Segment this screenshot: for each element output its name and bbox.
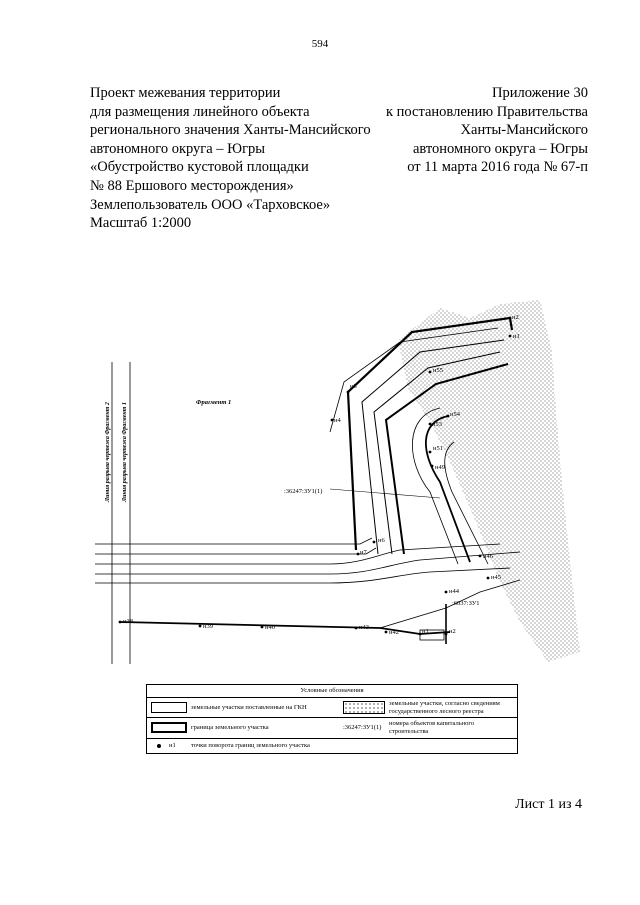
point-label: н7 bbox=[360, 549, 367, 556]
appendix-block bbox=[386, 84, 588, 177]
point-label: н53 bbox=[432, 421, 442, 428]
legend-row bbox=[147, 698, 517, 718]
appendix-line: автономного округа – Югры bbox=[412, 140, 588, 157]
forest-swatch bbox=[343, 701, 385, 714]
break-line-label-1: Линия разрыва чертежа Фрагмент 1 bbox=[122, 402, 128, 502]
point-label: н44 bbox=[449, 588, 459, 595]
road-line bbox=[95, 538, 372, 544]
point-label: н4 bbox=[334, 417, 341, 424]
page-number: 594 bbox=[311, 38, 329, 50]
parcel-label: :36247:ЗУ1(1) bbox=[284, 488, 323, 495]
break-line-label-2: Линия разрыва чертежа Фрагмент 2 bbox=[105, 402, 111, 502]
fragment-label: Фрагмент 1 bbox=[196, 399, 232, 406]
gkn-parcel-swatch bbox=[151, 702, 187, 713]
point-label: н2 bbox=[512, 314, 519, 321]
legend-parcel-code: :36247:ЗУ1(1) bbox=[343, 724, 382, 731]
parcel-boundary bbox=[120, 622, 450, 634]
parcel-label: :6037:ЗУ1 bbox=[452, 600, 480, 607]
road-line bbox=[95, 568, 510, 583]
appendix-line: Приложение 30 bbox=[492, 85, 588, 101]
legend-text: земельные участки, согласно сведениям государственного лесного реестра bbox=[389, 700, 500, 715]
point-label: н40 bbox=[265, 624, 275, 631]
land-user-line: Землепользователь ООО «Тарховское» bbox=[90, 196, 331, 213]
project-title-line: регионального значения Ханты-Мансийского bbox=[90, 122, 371, 139]
appendix-line: к постановлению Правительства bbox=[386, 103, 588, 120]
legend-text: граница земельного участка bbox=[191, 724, 269, 731]
legend-row bbox=[147, 718, 517, 739]
project-title-line: № 88 Ершового месторождения» bbox=[90, 177, 294, 194]
point-label: н54 bbox=[450, 411, 460, 418]
point-label: н39 bbox=[203, 623, 213, 630]
point-label: н43 bbox=[359, 624, 369, 631]
legend-row bbox=[147, 739, 517, 754]
point-label: н6 bbox=[378, 537, 385, 544]
boundary-swatch bbox=[151, 722, 187, 733]
point-label: н49 bbox=[435, 464, 445, 471]
point-label: н2 bbox=[449, 628, 456, 635]
road-line bbox=[95, 548, 376, 554]
sheet-number: Лист 1 из 4 bbox=[515, 797, 582, 812]
point-label: н51 bbox=[433, 445, 443, 452]
legend-text: номера объектов капитального строительства bbox=[389, 720, 475, 735]
point-marker-icon bbox=[157, 744, 161, 748]
legend-point-code: н1 bbox=[169, 742, 176, 749]
appendix-line: от 11 марта 2016 года № 67-п bbox=[407, 159, 588, 176]
project-title-line: Проект межевания территории bbox=[90, 85, 281, 101]
project-title-line: «Обустройство кустовой площадки bbox=[90, 159, 309, 176]
point-label: н55 bbox=[433, 367, 443, 374]
legend-title: Условные обозначения bbox=[147, 685, 517, 698]
project-title-block bbox=[90, 84, 371, 233]
point-label: н1 bbox=[513, 333, 520, 340]
legend-text: земельные участки поставленные на ГКН bbox=[191, 704, 307, 711]
project-title-line: для размещения линейного объекта bbox=[90, 103, 310, 120]
scale-line: Масштаб 1:2000 bbox=[90, 215, 192, 232]
legend bbox=[146, 684, 518, 754]
point-label: н46 bbox=[483, 553, 493, 560]
project-title-line: автономного округа – Югры bbox=[90, 140, 266, 157]
point-label: н1 bbox=[422, 628, 429, 635]
legend-text: точки поворота границ земельного участка bbox=[191, 742, 310, 749]
point-label: н42 bbox=[389, 629, 399, 636]
point-label: н45 bbox=[491, 574, 501, 581]
appendix-line: Ханты-Мансийского bbox=[460, 122, 588, 139]
point-label: н38 bbox=[123, 618, 133, 625]
survey-drawing bbox=[0, 292, 640, 682]
point-label: н3 bbox=[350, 383, 357, 390]
